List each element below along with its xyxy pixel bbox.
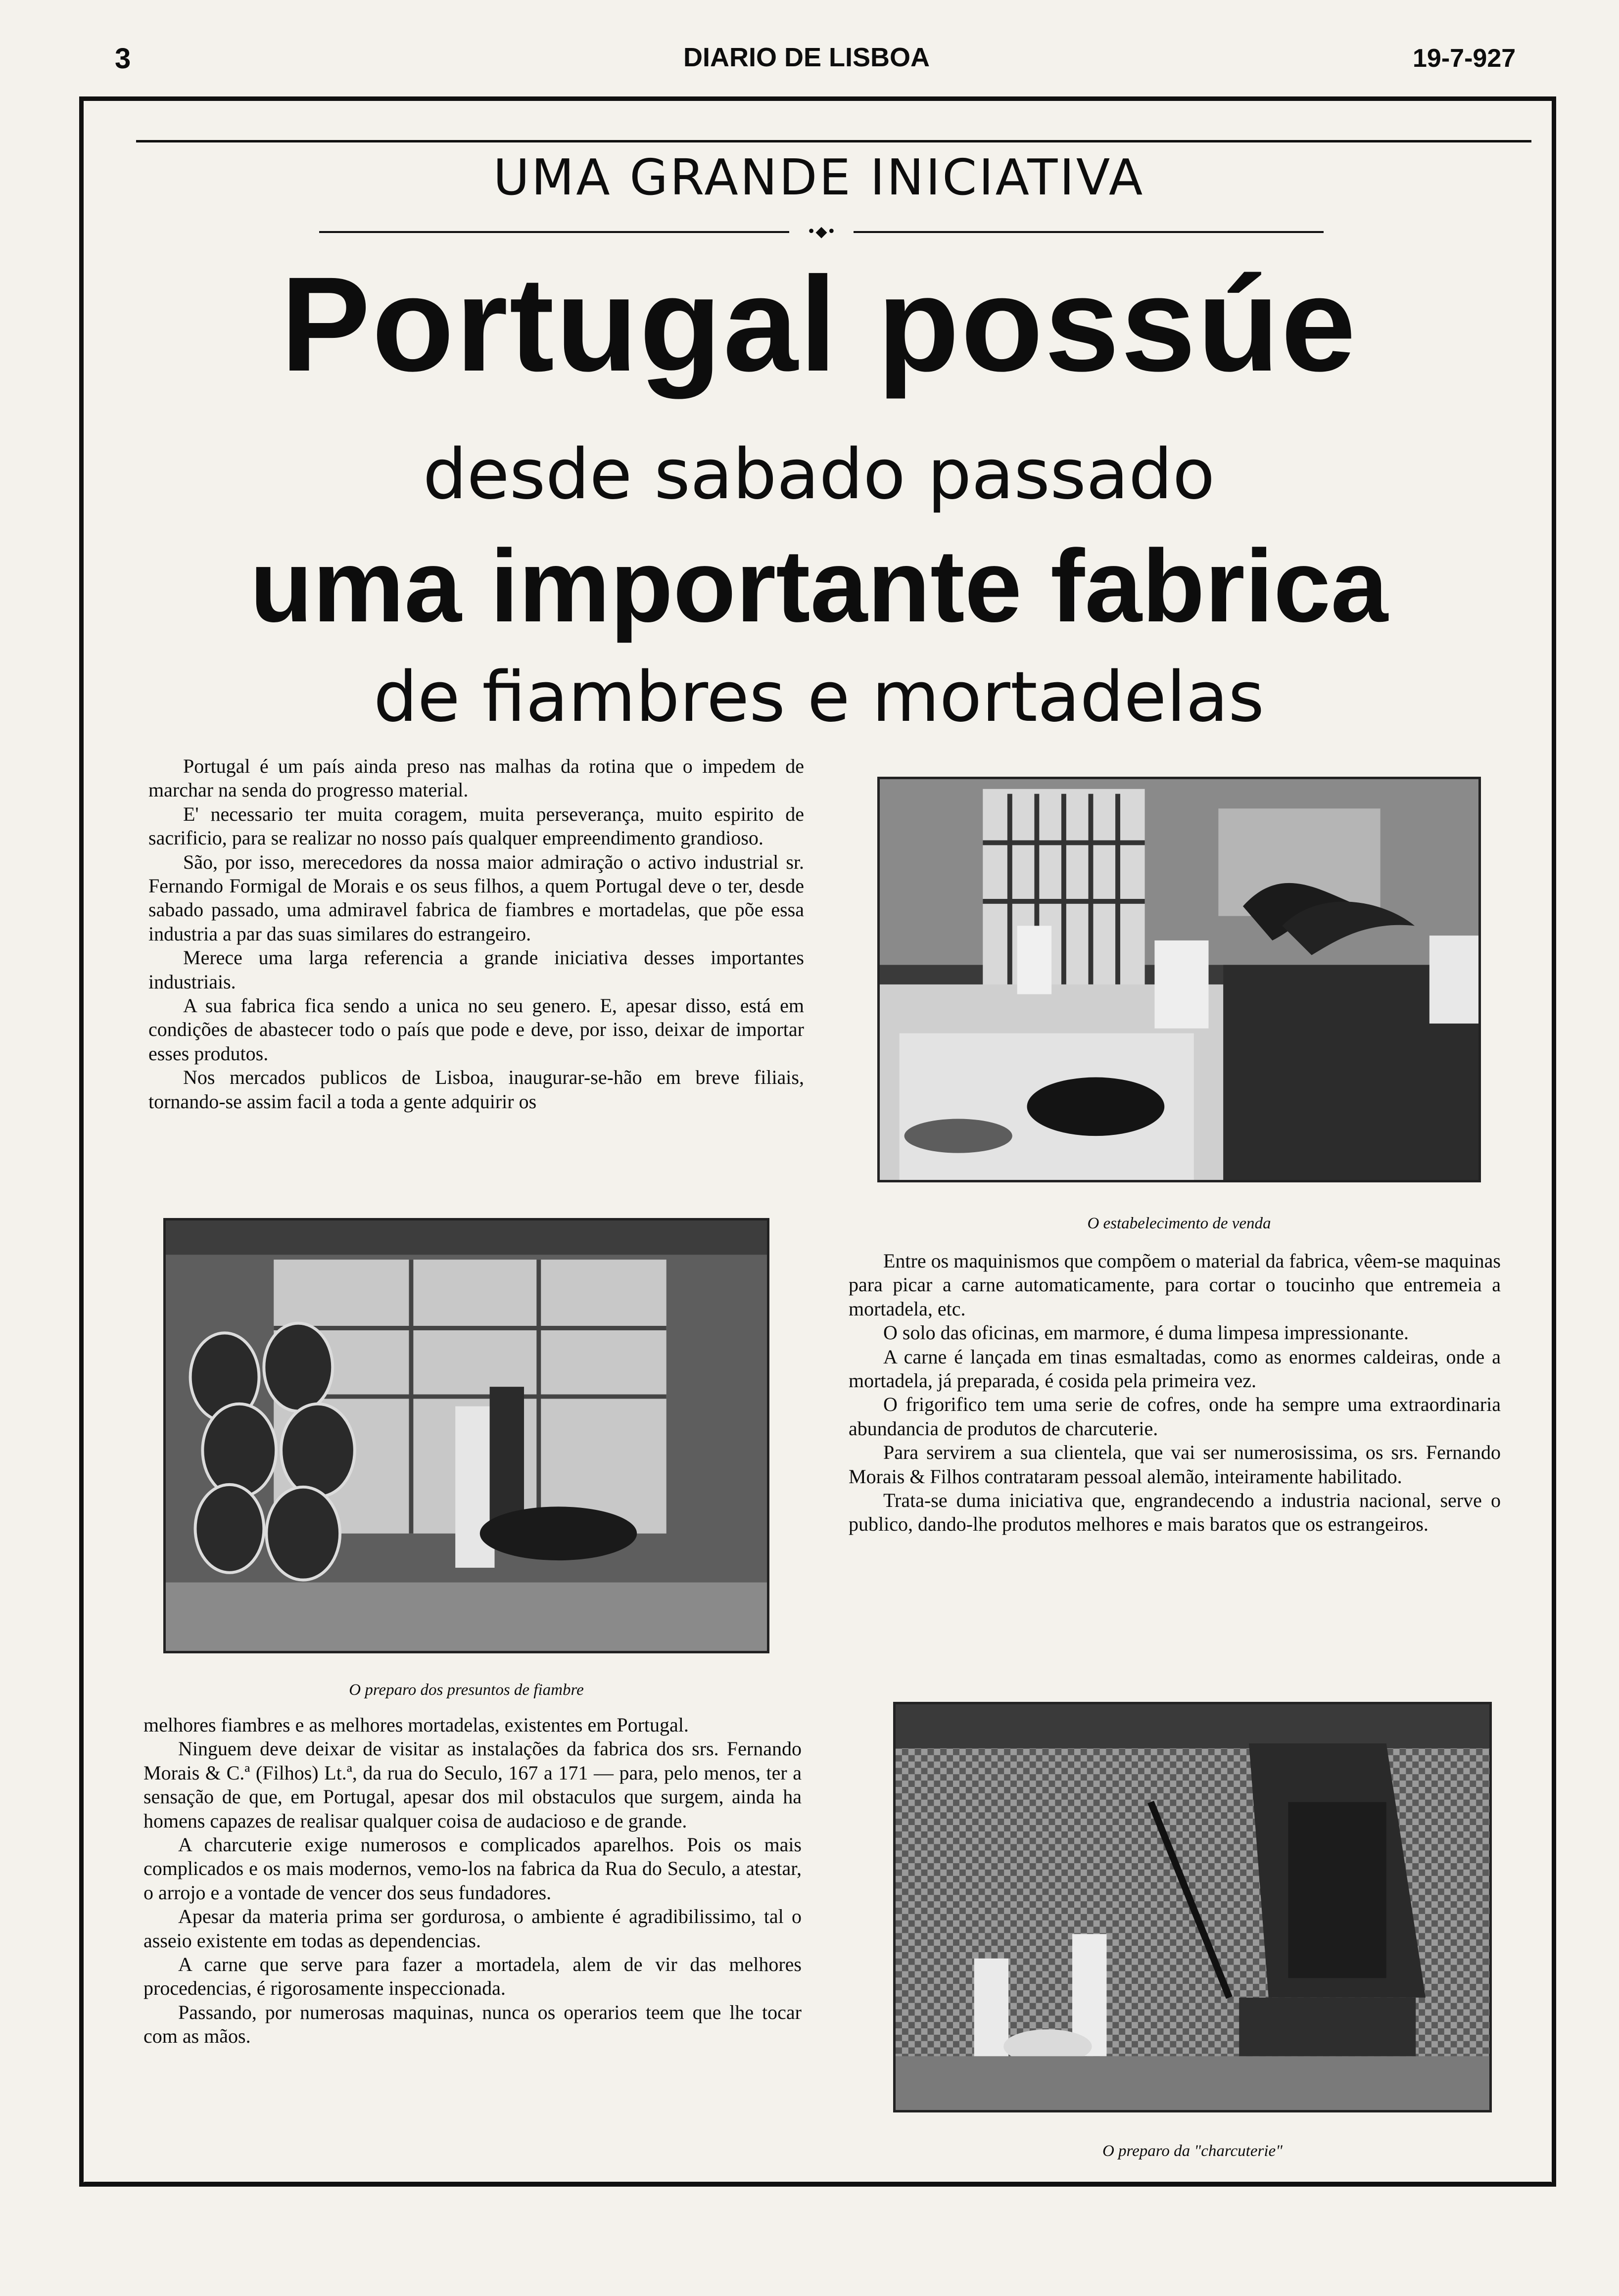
paragraph: São, por isso, merecedores da nossa maior admiração o activo industrial sr. Fernando Formigal de Morais e os seus filhos, a quem Portugal deve o ter, desde sabado passado, uma admiravel fabrica de fiambres e mortadelas, que põe essa industria a par das suas similares do estrangeiro. — [148, 850, 804, 945]
headline-fabrica: uma importante fabrica — [249, 529, 1388, 644]
paragraph: Ninguem deve deixar de visitar as instalações da fabrica dos srs. Fernando Morais & C.ª (Filhos) Lt.ª, da rua do Seculo, 167 a 171 — para, pelo menos, ter a sensação de que, em Portugal, apesar dos mil obstaculos que surgem, ainda ha homens capazes de realisar qualquer coisa de audacioso e de grande. — [143, 1737, 802, 1832]
paragraph: Merece uma larga referencia a grande iniciativa desses importantes industriais. — [148, 946, 804, 993]
paragraph: O solo das oficinas, em marmore, é duma limpesa impressionante. — [883, 1321, 1409, 1344]
headline-fiambres: de fiambres e mortadelas — [373, 657, 1265, 738]
page-number: 3 — [115, 43, 131, 75]
issue-date: 19-7-927 — [1413, 44, 1516, 73]
paragraph: Portugal é um país ainda preso nas malhas da rotina que o impedem de marchar na senda do progresso material. — [148, 755, 804, 801]
paragraph: O frigorifico tem uma serie de cofres, onde ha sempre uma extraordinaria abundancia de produtos de charcuterie. — [849, 1393, 1501, 1440]
caption-hams: O preparo dos presuntos de fiambre — [349, 1681, 584, 1699]
paragraph: E' necessario ter muita coragem, muita perseverança, muito espirito de sacrificio, para se realizar no nosso país qualquer empreendimento grandioso. — [148, 802, 804, 849]
top-rule — [136, 140, 1531, 142]
kicker: UMA GRANDE INICIATIVA — [493, 148, 1145, 206]
paragraph: Nos mercados publicos de Lisboa, inaugurar-se-hão em breve filiais, tornando-se assim facil a toda a gente adquirir os — [148, 1066, 804, 1113]
caption-charcuterie: O preparo da "charcuterie" — [1102, 2142, 1283, 2160]
newspaper-title: DIARIO DE LISBOA — [683, 43, 930, 72]
paragraph: A carne é lançada em tinas esmaltadas, como as enormes caldeiras, onde a mortadela, já preparada, é cosida pela primeira vez. — [849, 1345, 1501, 1392]
paragraph: A carne que serve para fazer a mortadela, alem de vir das melhores procedencias, é rigorosamente inspeccionada. — [143, 1953, 802, 2000]
caption-shop: O estabelecimento de venda — [1087, 1215, 1271, 1232]
left-column-bottom — [143, 1713, 802, 2049]
right-column — [849, 1249, 1501, 1537]
paragraph: Para servirem a sua clientela, que vai ser numerosissima, os srs. Fernando Morais & Filhos contrataram pessoal alemão, inteiramente habilitado. — [849, 1441, 1501, 1488]
paragraph: A charcuterie exige numerosos e complicados aparelhos. Pois os mais complicados e os mais modernos, vemo-los na fabrica da Rua do Seculo, a atestar, o arrojo e a vontade de vencer dos seus fundadores. — [143, 1833, 802, 1904]
paragraph: Apesar da materia prima ser gordurosa, o ambiente é agradibilissimo, tal o asseio existente em todas as dependencias. — [143, 1905, 802, 1952]
paragraph: Trata-se duma iniciativa que, engrandecendo a industria nacional, serve o publico, dando-lhe produtos melhores e mais baratos que os estrangeiros. — [849, 1489, 1501, 1536]
paragraph: A sua fabrica fica sendo a unica no seu genero. E, apesar disso, está em condições de abastecer todo o país que pode e deve, por isso, deixar de importar esses produtos. — [148, 994, 804, 1065]
headline-subtitle-sabado: desde sabado passado — [423, 434, 1215, 515]
bottom-rule — [84, 2182, 1551, 2184]
headline-portugal: Portugal possúe — [281, 249, 1357, 399]
paragraph: Passando, por numerosas maquinas, nunca os operarios teem que lhe tocar com as mãos. — [143, 2001, 802, 2048]
photo-hams — [163, 1218, 769, 1653]
left-column-top — [148, 754, 804, 1114]
paragraph: melhores fiambres e as melhores mortadelas, existentes em Portugal. — [143, 1714, 689, 1736]
photo-shop — [877, 777, 1481, 1182]
photo-charcuterie — [893, 1702, 1492, 2112]
ornament-divider: •◆• — [319, 225, 1324, 239]
paragraph: Entre os maquinismos que compõem o material da fabrica, vêem-se maquinas para picar a carne automaticamente, para cortar o toucinho que entremeia a mortadela, etc. — [849, 1250, 1501, 1320]
